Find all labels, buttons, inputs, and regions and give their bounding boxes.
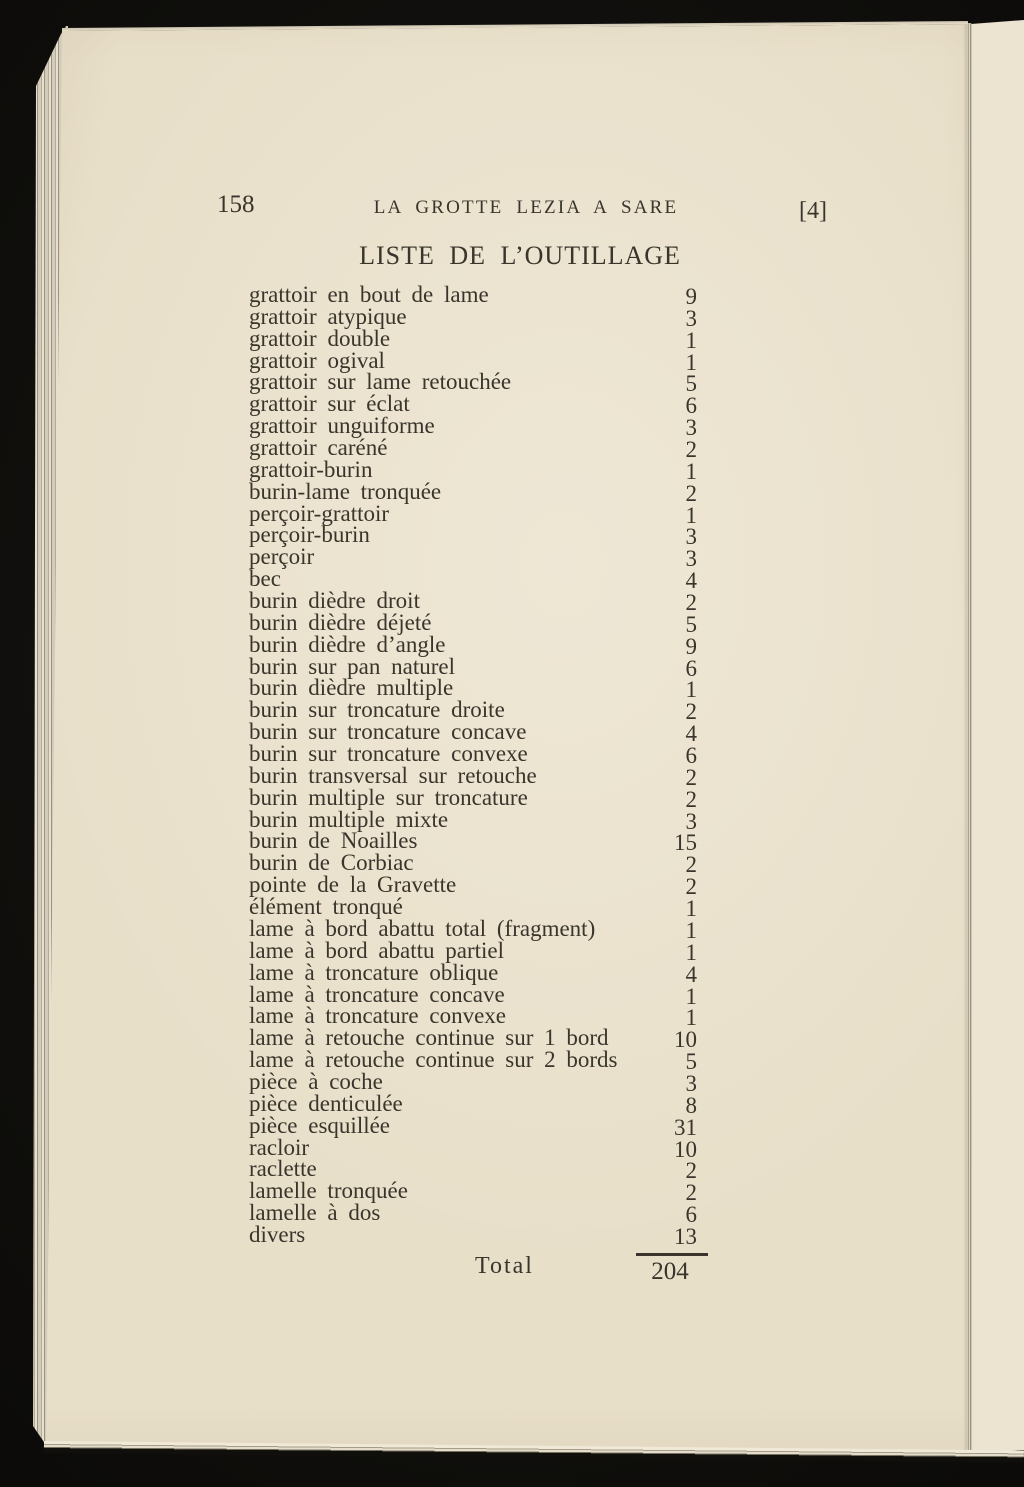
tool-count: 1 <box>685 502 697 528</box>
tool-label: grattoir caréné <box>249 435 388 461</box>
tool-label: burin multiple sur troncature <box>249 784 528 810</box>
table-row <box>249 500 697 528</box>
table-row <box>249 653 697 681</box>
tool-count: 6 <box>685 393 697 419</box>
tool-count: 2 <box>685 1180 697 1206</box>
tool-count: 2 <box>685 699 697 725</box>
running-title: LA GROTTE LEZIA A SARE <box>373 197 679 218</box>
table-row <box>249 675 697 703</box>
table-row <box>249 741 697 769</box>
table-row <box>249 872 697 900</box>
total-rule <box>636 1253 708 1256</box>
tool-label: bec <box>249 566 281 592</box>
tool-label: lame à troncature convexe <box>249 1003 507 1029</box>
tool-label: burin sur troncature convexe <box>249 741 528 767</box>
tool-count: 1 <box>685 983 697 1009</box>
tool-label: lamelle tronquée <box>249 1178 408 1204</box>
table-row <box>249 697 697 725</box>
tool-count: 3 <box>685 1070 697 1096</box>
tool-count: 10 <box>674 1136 697 1162</box>
table-row <box>249 719 697 747</box>
tool-label: pièce à coche <box>249 1068 383 1094</box>
tool-label: racloir <box>249 1134 310 1160</box>
tool-count: 3 <box>685 808 697 834</box>
tool-label: lame à retouche continue sur 1 bord <box>249 1025 609 1051</box>
tool-label: perçoir-grattoir <box>249 500 390 526</box>
table-row <box>249 1003 697 1031</box>
tool-count: 1 <box>685 917 697 943</box>
tool-label: burin dièdre d’angle <box>249 631 446 657</box>
tool-label: burin de Corbiac <box>249 850 414 876</box>
tool-count: 2 <box>685 1158 697 1184</box>
tool-label: grattoir atypique <box>249 303 407 329</box>
table-row <box>249 981 697 1009</box>
tool-count: 1 <box>685 1005 697 1031</box>
table-row <box>249 1090 697 1118</box>
tool-count: 1 <box>685 896 697 922</box>
tool-label: grattoir double <box>249 325 391 351</box>
table-row <box>249 282 697 309</box>
table-row <box>249 937 697 965</box>
tool-label: burin sur troncature concave <box>249 719 527 745</box>
table-row <box>249 784 697 812</box>
tool-label: grattoir en bout de lame <box>249 282 489 307</box>
table-row <box>249 915 697 943</box>
table-row <box>249 762 697 790</box>
total-label: Total <box>475 1253 534 1279</box>
table-row <box>249 1156 697 1184</box>
tool-count: 2 <box>685 764 697 790</box>
table-row <box>249 850 697 878</box>
tool-count: 2 <box>685 480 697 506</box>
tool-count: 6 <box>685 1202 697 1228</box>
tool-count: 1 <box>685 458 697 484</box>
table-row <box>249 1047 697 1075</box>
tool-count: 4 <box>685 568 697 594</box>
total-value: 204 <box>651 1258 689 1285</box>
tool-count: 1 <box>685 939 697 965</box>
tool-label: lame à bord abattu partiel <box>249 937 505 963</box>
tool-label: grattoir-burin <box>249 456 373 482</box>
table-row <box>249 566 697 594</box>
tool-label: pointe de la Gravette <box>249 872 457 898</box>
tool-count: 2 <box>685 874 697 900</box>
tool-count: 6 <box>685 655 697 681</box>
tool-count: 3 <box>685 546 697 572</box>
tool-count: 5 <box>685 371 697 397</box>
tool-label: élément tronqué <box>249 894 403 920</box>
tool-count: 2 <box>685 786 697 812</box>
tool-label: perçoir <box>249 544 315 570</box>
section-title: LISTE DE L’OUTILLAGE <box>359 241 681 270</box>
table-row <box>249 303 697 331</box>
tool-label: pièce denticulée <box>249 1090 403 1116</box>
tool-label: lame à bord abattu total (fragment) <box>249 915 596 941</box>
tool-label: burin multiple mixte <box>249 806 449 832</box>
tool-label: burin-lame tronquée <box>249 478 442 504</box>
tool-count: 5 <box>685 1049 697 1075</box>
tool-count: 4 <box>685 721 697 747</box>
table-row <box>249 1068 697 1096</box>
table-row <box>249 478 697 506</box>
tool-label: lamelle à dos <box>249 1200 381 1226</box>
table-row <box>249 828 697 856</box>
table-row <box>249 544 697 572</box>
tool-label: burin sur troncature droite <box>249 697 505 723</box>
table-row <box>249 1200 697 1228</box>
tool-count: 1 <box>685 677 697 703</box>
tool-count: 3 <box>685 524 697 550</box>
tool-count: 3 <box>685 305 697 331</box>
tool-count: 13 <box>674 1223 697 1249</box>
tool-label: divers <box>249 1221 306 1247</box>
tool-label: burin dièdre droit <box>249 588 420 614</box>
table-row <box>249 631 697 659</box>
tool-label: lame à troncature concave <box>249 981 505 1007</box>
table-row <box>249 456 697 484</box>
tool-count: 8 <box>685 1092 697 1118</box>
tool-count: 2 <box>685 852 697 878</box>
tool-count: 1 <box>685 349 697 375</box>
tool-count: 31 <box>674 1114 697 1140</box>
tool-count: 5 <box>685 611 697 637</box>
tool-count: 15 <box>674 830 697 856</box>
tool-label: grattoir sur éclat <box>249 391 410 417</box>
table-row <box>249 522 697 550</box>
tool-label: burin de Noailles <box>249 828 418 854</box>
table-row <box>249 1221 697 1249</box>
table-row <box>249 588 697 616</box>
tool-label: lame à retouche continue sur 2 bords <box>249 1047 618 1073</box>
tool-count: 9 <box>685 284 697 309</box>
tool-count: 1 <box>685 327 697 353</box>
table-row <box>249 1025 697 1053</box>
tool-label: lame à troncature oblique <box>249 959 499 985</box>
tool-count: 10 <box>674 1027 697 1053</box>
tool-label: pièce esquillée <box>249 1112 391 1138</box>
table-row <box>249 325 697 353</box>
table-row <box>249 959 697 987</box>
table-row <box>249 435 697 463</box>
page-number: 158 <box>217 191 255 218</box>
table-row <box>249 1178 697 1206</box>
tool-label: burin dièdre multiple <box>249 675 454 701</box>
table-row <box>249 894 697 922</box>
tool-count: 6 <box>685 743 697 769</box>
table-row <box>249 1134 697 1162</box>
tool-label: burin dièdre déjeté <box>249 609 432 635</box>
table-row <box>249 806 697 834</box>
table-row <box>249 609 697 637</box>
tool-label: grattoir unguiforme <box>249 413 435 439</box>
tool-label: grattoir sur lame retouchée <box>249 369 512 395</box>
tool-label: perçoir-burin <box>249 522 370 548</box>
table-row <box>249 391 697 419</box>
margin-reference: [4] <box>799 198 827 224</box>
table-row <box>249 413 697 441</box>
tool-count: 2 <box>685 437 697 463</box>
tool-label: grattoir ogival <box>249 347 385 373</box>
tool-count: 2 <box>685 590 697 616</box>
tool-count: 4 <box>685 961 697 987</box>
tool-label: burin sur pan naturel <box>249 653 455 679</box>
tool-list <box>249 282 697 1249</box>
table-row <box>249 369 697 397</box>
tool-label: raclette <box>249 1156 317 1182</box>
tool-count: 9 <box>685 633 697 659</box>
table-row <box>249 347 697 375</box>
tool-count: 3 <box>685 415 697 441</box>
tool-label: burin transversal sur retouche <box>249 762 537 788</box>
table-row <box>249 1112 697 1140</box>
